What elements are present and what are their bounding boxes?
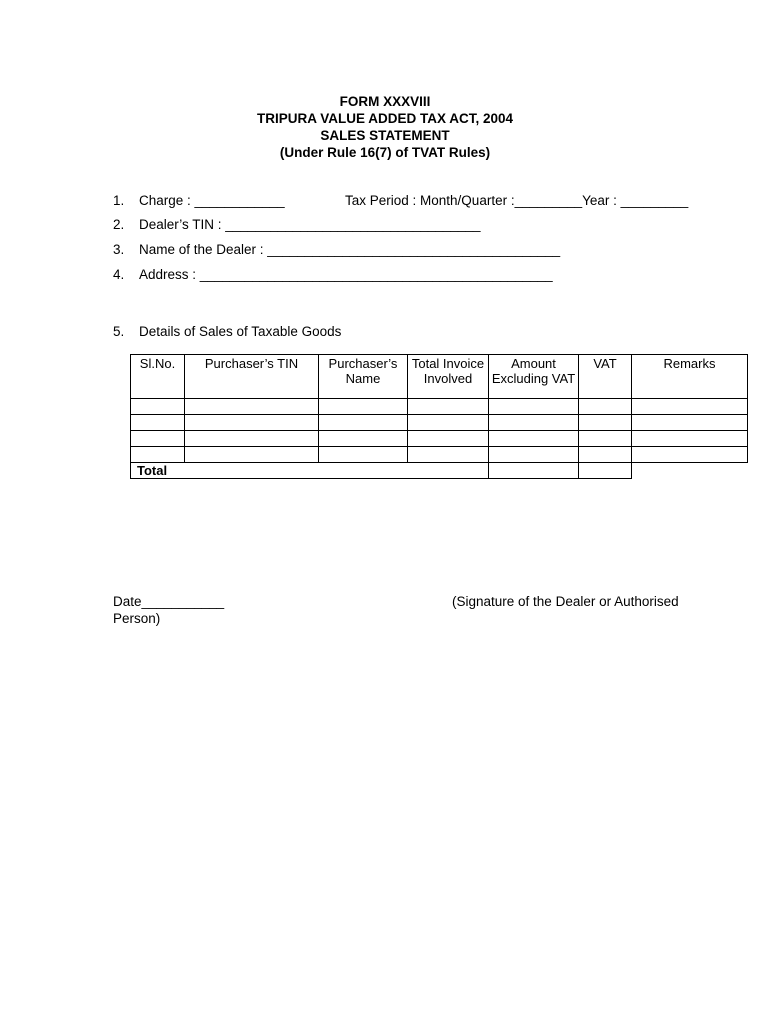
- table-row: [131, 399, 748, 415]
- item-number: 1.: [113, 193, 125, 208]
- form-header: [0, 93, 770, 161]
- item-number: 4.: [113, 267, 125, 282]
- table-cell[interactable]: [579, 399, 632, 415]
- table-cell[interactable]: [185, 415, 319, 431]
- total-row: [131, 463, 748, 479]
- total-label: Total: [131, 463, 489, 479]
- tax-period-field[interactable]: Tax Period : Month/Quarter :_________Year : _________: [345, 193, 689, 208]
- table-cell[interactable]: [408, 399, 489, 415]
- rule-reference: (Under Rule 16(7) of TVAT Rules): [279, 145, 491, 160]
- table-cell[interactable]: [579, 447, 632, 463]
- table-row: [131, 447, 748, 463]
- table-cell[interactable]: [632, 431, 748, 447]
- date-label: Date___________: [113, 594, 225, 609]
- table-cell[interactable]: [632, 415, 748, 431]
- table-cell[interactable]: [489, 399, 579, 415]
- address-label: Address : _______________________________________________: [139, 267, 553, 282]
- person-label: Person): [113, 611, 161, 626]
- table-cell[interactable]: [579, 431, 632, 447]
- total-vat-cell[interactable]: [579, 463, 632, 479]
- table-header-row: [131, 355, 748, 399]
- table-cell[interactable]: [185, 399, 319, 415]
- table-cell[interactable]: [408, 415, 489, 431]
- col-slno: Sl.No.: [131, 355, 185, 399]
- col-total-invoice: Total Invoice Involved: [408, 355, 489, 399]
- table-cell[interactable]: [489, 415, 579, 431]
- total-amount-cell[interactable]: [489, 463, 579, 479]
- signature-label: (Signature of the Dealer or Authorised: [452, 594, 679, 609]
- table-row: [131, 415, 748, 431]
- statement-title: SALES STATEMENT: [320, 128, 450, 143]
- table-cell[interactable]: [489, 447, 579, 463]
- dealer-name-field[interactable]: [113, 241, 560, 258]
- sales-table: [130, 354, 748, 479]
- date-field[interactable]: [113, 593, 224, 627]
- table-cell[interactable]: [131, 447, 185, 463]
- table-cell[interactable]: [408, 431, 489, 447]
- table-cell[interactable]: [185, 447, 319, 463]
- form-number: FORM XXXVIII: [339, 94, 431, 109]
- table-cell[interactable]: [489, 431, 579, 447]
- table-cell[interactable]: [131, 415, 185, 431]
- table-row: [131, 431, 748, 447]
- col-purchaser-name: Purchaser’s Name: [319, 355, 408, 399]
- total-empty-cell: [632, 463, 748, 479]
- table-cell[interactable]: [131, 431, 185, 447]
- item-number: 3.: [113, 242, 125, 257]
- dealer-tin-field[interactable]: [113, 216, 481, 233]
- address-field[interactable]: [113, 266, 553, 283]
- table-cell[interactable]: [579, 415, 632, 431]
- table-cell[interactable]: [319, 415, 408, 431]
- item-number: 5.: [113, 324, 125, 339]
- col-purchaser-tin: Purchaser’s TIN: [185, 355, 319, 399]
- details-heading: [113, 323, 341, 340]
- table-cell[interactable]: [319, 447, 408, 463]
- table-cell[interactable]: [632, 399, 748, 415]
- table-cell[interactable]: [408, 447, 489, 463]
- charge-label: Charge : ____________: [139, 193, 285, 208]
- details-label: Details of Sales of Taxable Goods: [139, 324, 342, 339]
- dealer-tin-label: Dealer’s TIN : __________________________________: [139, 217, 481, 232]
- table-cell[interactable]: [185, 431, 319, 447]
- table-cell[interactable]: [632, 447, 748, 463]
- table-cell[interactable]: [319, 431, 408, 447]
- table-cell[interactable]: [319, 399, 408, 415]
- charge-field[interactable]: [113, 192, 285, 209]
- dealer-name-label: Name of the Dealer : _______________________________________: [139, 242, 561, 257]
- table-cell[interactable]: [131, 399, 185, 415]
- col-remarks: Remarks: [632, 355, 748, 399]
- item-number: 2.: [113, 217, 125, 232]
- col-vat: VAT: [579, 355, 632, 399]
- col-amount-excl-vat: Amount Excluding VAT: [489, 355, 579, 399]
- act-title: TRIPURA VALUE ADDED TAX ACT, 2004: [256, 111, 514, 126]
